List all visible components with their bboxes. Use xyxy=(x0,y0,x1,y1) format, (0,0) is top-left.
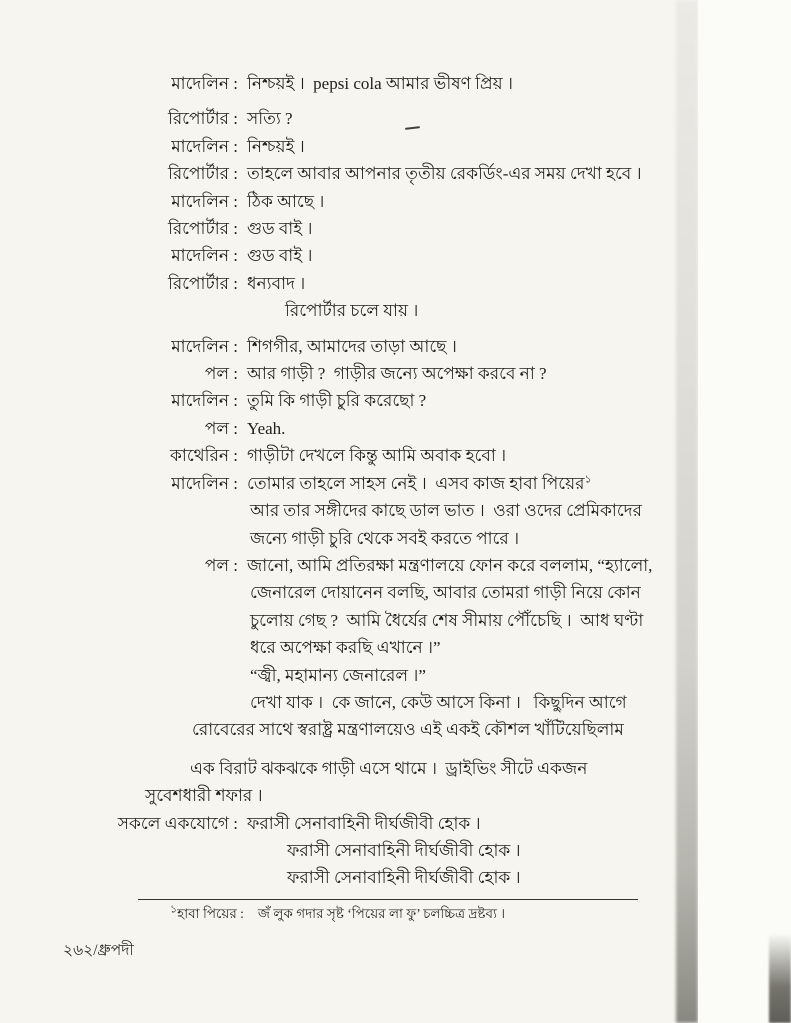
dialogue-text: নিশ্চয়ই । xyxy=(247,136,305,156)
dialogue-line xyxy=(0,105,676,132)
paragraph-gap xyxy=(0,744,676,755)
dialogue-line xyxy=(0,215,676,242)
dialogue-text: জানো, আমি প্রতিরক্ষা মন্ত্রণালয়ে ফোন করে বললাম, “হ্যালো, xyxy=(247,555,653,575)
line-gap xyxy=(0,97,676,105)
dialogue-text-main: তোমার তাহলে সাহস নেই । এসব কাজ হাবা পিয়ের xyxy=(247,473,585,493)
scan-margin xyxy=(698,0,791,1023)
dialogue-text: গাড়ীটা দেখলে কিন্তু আমি অবাক হবো । xyxy=(247,446,507,466)
speaker-label: পল : xyxy=(204,418,238,438)
dialogue-text: ফরাসী সেনাবাহিনী দীর্ঘজীবী হোক । xyxy=(247,813,481,833)
dialogue-text: তাহলে আবার আপনার তৃতীয় রেকর্ডিং-এর সময় দেখা হবে । xyxy=(247,164,642,184)
speaker-label: রিপোর্টার : xyxy=(167,273,238,293)
dialogue-text: নিশ্চয়ই । pepsi cola আমার ভীষণ প্রিয় । xyxy=(247,74,514,93)
footnote-divider xyxy=(138,899,638,900)
speaker-label: মাদেলিন : xyxy=(171,191,238,211)
speaker-label: পল : xyxy=(204,555,238,575)
footnote-marker: ১ xyxy=(584,473,592,486)
dialogue-text: গুড বাই । xyxy=(247,219,313,239)
dialogue-text: গুড বাই । xyxy=(247,246,313,266)
dialogue-line xyxy=(0,188,676,215)
dialogue-continuation: জন্যে গাড়ী চুরি থেকে সবই করতে পারে । xyxy=(250,528,520,548)
dialogue-text: তুমি কি গাড়ী চুরি করেছো ? xyxy=(247,391,427,411)
speaker-label: মাদেলিন : xyxy=(171,246,238,266)
dialogue-text xyxy=(247,470,592,497)
dialogue-continuation: দেখা যাক । কে জানে, কেউ আসে কিনা । কিছুদিন আগে xyxy=(250,692,627,712)
dialogue-line xyxy=(0,133,676,160)
dialogue-continuation: চুলোয় গেছ ? আমি ধৈর্যের শেষ সীমায় পৌঁচেছি । আধ ঘণ্টা xyxy=(250,610,644,630)
page-number: ২৬২/ধ্রুপদী xyxy=(63,942,134,959)
dialogue-text: ঠিক আছে । xyxy=(247,191,325,211)
speaker-label: মাদেলিন : xyxy=(171,473,238,493)
dialogue-line xyxy=(0,333,676,360)
speaker-label: মাদেলিন : xyxy=(171,136,238,156)
chant-line: ফরাসী সেনাবাহিনী দীর্ঘজীবী হোক । xyxy=(287,840,521,860)
dialogue-continuation: “জ্বী, মহামান্য জেনারেল ।” xyxy=(250,665,426,685)
chant-line: ফরাসী সেনাবাহিনী দীর্ঘজীবী হোক । xyxy=(287,868,521,888)
footnote-text: জঁ লুক গদার সৃষ্ট ‘পিয়ের লা ফু’ চলচ্চিত্র দ্রষ্টব্য । xyxy=(257,905,506,921)
dialogue-text: ধন্যবাদ । xyxy=(247,273,306,293)
dialogue-line xyxy=(0,470,676,497)
speaker-label: পল : xyxy=(204,364,238,384)
speaker-label: মাদেলিন : xyxy=(171,336,238,356)
stage-direction-continuation: সুবেশধারী শফার । xyxy=(145,786,263,806)
stage-direction: এক বিরাট ঝকঝকে গাড়ী এসে থামে । ড্রাইভিং সীটে একজন xyxy=(190,758,588,778)
speaker-label: সকলে একযোগে : xyxy=(117,813,238,833)
dialogue-text: আর গাড়ী ? গাড়ীর জন্যে অপেক্ষা করবে না ? xyxy=(247,364,547,384)
dialogue-continuation: ধরে অপেক্ষা করছি এখানে ।” xyxy=(250,638,441,658)
dialogue-line xyxy=(0,552,676,579)
dialogue-line xyxy=(0,415,676,442)
dialogue-line xyxy=(0,442,676,469)
speaker-label: রিপোর্টার : xyxy=(167,109,238,129)
dialogue-continuation: রোবেরের সাথে স্বরাষ্ট্র মন্ত্রণালয়েও এই একই কৌশল খাঁটিয়েছিলাম xyxy=(192,720,624,740)
footnote-number: ১ xyxy=(170,903,178,916)
speaker-label: কাথেরিন : xyxy=(170,446,238,466)
line-gap xyxy=(0,325,676,333)
dialogue-line xyxy=(0,242,676,269)
dialogue-line xyxy=(0,70,676,97)
dialogue-continuation: আর তার সঙ্গীদের কাছে ডাল ভাত । ওরা ওদের প্রেমিকাদের xyxy=(250,501,642,521)
dialogue-text: শিগগীর, আমাদের তাড়া আছে । xyxy=(247,336,457,356)
dialogue-line xyxy=(0,810,676,837)
dialogue-text: সত্যি ? xyxy=(247,109,293,129)
dialogue-continuation: জেনারেল দোয়ানেন বলছি, আবার তোমরা গাড়ী নিয়ে কোন xyxy=(250,583,641,603)
dialogue-line xyxy=(0,270,676,297)
dialogue-line xyxy=(0,160,676,187)
speaker-label: রিপোর্টার : xyxy=(167,219,238,239)
dialogue-line xyxy=(0,360,676,387)
play-script-text xyxy=(0,70,676,925)
footnote xyxy=(170,903,676,925)
footnote-label: হাবা পিয়ের : xyxy=(177,905,244,921)
page-edge-shadow xyxy=(676,0,698,1023)
corner-shadow xyxy=(769,933,791,1023)
speaker-label: রিপোর্টার : xyxy=(167,164,238,184)
speaker-label: মাদেলিন : xyxy=(171,74,238,93)
speaker-label: মাদেলিন : xyxy=(171,391,238,411)
stage-direction: রিপোর্টার চলে যায় । xyxy=(285,301,419,321)
dialogue-line xyxy=(0,387,676,414)
dialogue-text: Yeah. xyxy=(247,418,286,438)
